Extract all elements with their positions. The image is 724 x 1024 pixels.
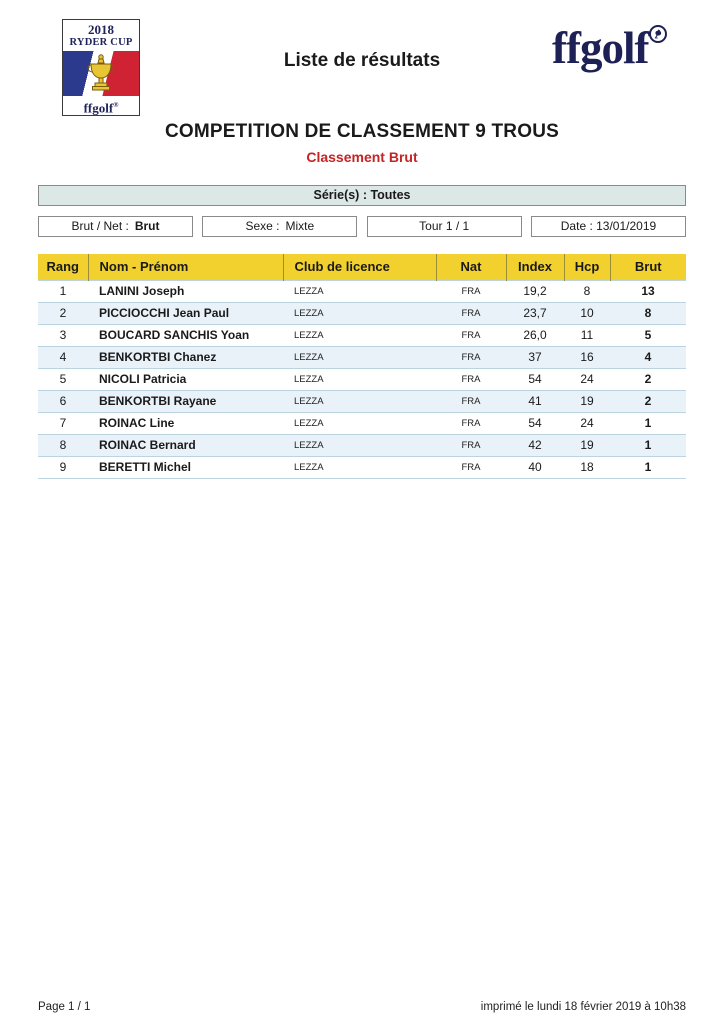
cell-club: LEZZA bbox=[283, 390, 436, 412]
ffgolf-logo-text: ffgolf bbox=[552, 23, 649, 73]
french-flag-diagonal bbox=[63, 51, 139, 96]
cell-nat: FRA bbox=[436, 280, 506, 302]
cell-index: 37 bbox=[506, 346, 564, 368]
cell-name: BERETTI Michel bbox=[88, 456, 283, 478]
cell-rank: 1 bbox=[38, 280, 88, 302]
page-footer bbox=[38, 1001, 686, 1013]
ranking-subtitle: Classement Brut bbox=[306, 149, 418, 165]
header-nat: Nat bbox=[436, 254, 506, 280]
cell-index: 42 bbox=[506, 434, 564, 456]
filter-sexe-value: Mixte bbox=[285, 219, 315, 233]
document-title: Liste de résultats bbox=[283, 50, 441, 71]
cell-hcp: 24 bbox=[564, 412, 610, 434]
header-rang: Rang bbox=[38, 254, 88, 280]
cell-nat: FRA bbox=[436, 302, 506, 324]
table-row bbox=[38, 390, 686, 412]
cell-nat: FRA bbox=[436, 434, 506, 456]
cell-index: 23,7 bbox=[506, 302, 564, 324]
filters-row bbox=[38, 216, 686, 237]
cell-rank: 9 bbox=[38, 456, 88, 478]
cell-rank: 2 bbox=[38, 302, 88, 324]
cell-nat: FRA bbox=[436, 346, 506, 368]
cell-hcp: 8 bbox=[564, 280, 610, 302]
cell-brut: 2 bbox=[610, 368, 686, 390]
cell-nat: FRA bbox=[436, 324, 506, 346]
cell-club: LEZZA bbox=[283, 412, 436, 434]
series-bar: Série(s) : Toutes bbox=[38, 185, 686, 206]
table-row bbox=[38, 324, 686, 346]
cell-index: 19,2 bbox=[506, 280, 564, 302]
cell-nat: FRA bbox=[436, 456, 506, 478]
table-row bbox=[38, 412, 686, 434]
filter-brut-net-label: Brut / Net : bbox=[71, 219, 129, 233]
cell-rank: 6 bbox=[38, 390, 88, 412]
cell-hcp: 11 bbox=[564, 324, 610, 346]
filter-sexe-label: Sexe : bbox=[245, 219, 280, 233]
cell-nat: FRA bbox=[436, 390, 506, 412]
cell-name: PICCIOCCHI Jean Paul bbox=[88, 302, 283, 324]
table-row bbox=[38, 346, 686, 368]
cell-index: 54 bbox=[506, 368, 564, 390]
cell-hcp: 19 bbox=[564, 434, 610, 456]
filter-date-label: Date : 13/01/2019 bbox=[560, 219, 657, 233]
footer-page-number: Page 1 / 1 bbox=[38, 1001, 91, 1013]
cell-brut: 1 bbox=[610, 456, 686, 478]
cell-rank: 5 bbox=[38, 368, 88, 390]
header-hcp: Hcp bbox=[564, 254, 610, 280]
cell-name: ROINAC Bernard bbox=[88, 434, 283, 456]
table-header-row bbox=[38, 254, 686, 280]
table-row bbox=[38, 368, 686, 390]
cell-name: ROINAC Line bbox=[88, 412, 283, 434]
cell-hcp: 16 bbox=[564, 346, 610, 368]
cell-brut: 2 bbox=[610, 390, 686, 412]
cell-club: LEZZA bbox=[283, 324, 436, 346]
filter-tour-label: Tour 1 / 1 bbox=[419, 219, 470, 233]
cell-name: LANINI Joseph bbox=[88, 280, 283, 302]
cell-rank: 7 bbox=[38, 412, 88, 434]
cell-hcp: 19 bbox=[564, 390, 610, 412]
table-row bbox=[38, 302, 686, 324]
cell-club: LEZZA bbox=[283, 434, 436, 456]
header-nom-prenom: Nom - Prénom bbox=[88, 254, 283, 280]
cell-hcp: 18 bbox=[564, 456, 610, 478]
filter-tour bbox=[367, 216, 522, 237]
cell-nat: FRA bbox=[436, 368, 506, 390]
filter-brut-net-value: Brut bbox=[134, 219, 160, 233]
cell-brut: 1 bbox=[610, 412, 686, 434]
ffgolf-logo bbox=[552, 24, 667, 72]
footer-printed-date: imprimé le lundi 18 février 2019 à 10h38 bbox=[480, 1001, 686, 1013]
cell-hcp: 24 bbox=[564, 368, 610, 390]
cell-index: 54 bbox=[506, 412, 564, 434]
cell-name: BENKORTBI Rayane bbox=[88, 390, 283, 412]
cell-club: LEZZA bbox=[283, 302, 436, 324]
filter-brut-net bbox=[38, 216, 193, 237]
competition-title: COMPETITION DE CLASSEMENT 9 TROUS bbox=[164, 121, 559, 142]
cell-index: 41 bbox=[506, 390, 564, 412]
cell-name: BENKORTBI Chanez bbox=[88, 346, 283, 368]
ryder-cup-logo bbox=[62, 19, 140, 116]
ryder-cup-year: 2018 bbox=[88, 22, 114, 37]
header-index: Index bbox=[506, 254, 564, 280]
cell-rank: 3 bbox=[38, 324, 88, 346]
table-row bbox=[38, 456, 686, 478]
cell-rank: 8 bbox=[38, 434, 88, 456]
cell-index: 26,0 bbox=[506, 324, 564, 346]
cell-club: LEZZA bbox=[283, 368, 436, 390]
cell-brut: 4 bbox=[610, 346, 686, 368]
filter-date bbox=[531, 216, 686, 237]
cell-club: LEZZA bbox=[283, 456, 436, 478]
cell-club: LEZZA bbox=[283, 346, 436, 368]
cell-name: NICOLI Patricia bbox=[88, 368, 283, 390]
filter-sexe bbox=[202, 216, 357, 237]
cell-name: BOUCARD SANCHIS Yoan bbox=[88, 324, 283, 346]
cell-club: LEZZA bbox=[283, 280, 436, 302]
results-table bbox=[38, 254, 686, 479]
header-brut: Brut bbox=[610, 254, 686, 280]
ryder-cup-name: RYDER CUP bbox=[69, 37, 133, 48]
cell-brut: 5 bbox=[610, 324, 686, 346]
cell-nat: FRA bbox=[436, 412, 506, 434]
header-club: Club de licence bbox=[283, 254, 436, 280]
cell-rank: 4 bbox=[38, 346, 88, 368]
cell-brut: 8 bbox=[610, 302, 686, 324]
cell-index: 40 bbox=[506, 456, 564, 478]
rooster-icon bbox=[649, 25, 667, 43]
cell-hcp: 10 bbox=[564, 302, 610, 324]
table-row bbox=[38, 434, 686, 456]
table-row bbox=[38, 280, 686, 302]
cell-brut: 1 bbox=[610, 434, 686, 456]
cell-brut: 13 bbox=[610, 280, 686, 302]
ryder-cup-ffgolf-label: ffgolf® bbox=[83, 100, 119, 116]
